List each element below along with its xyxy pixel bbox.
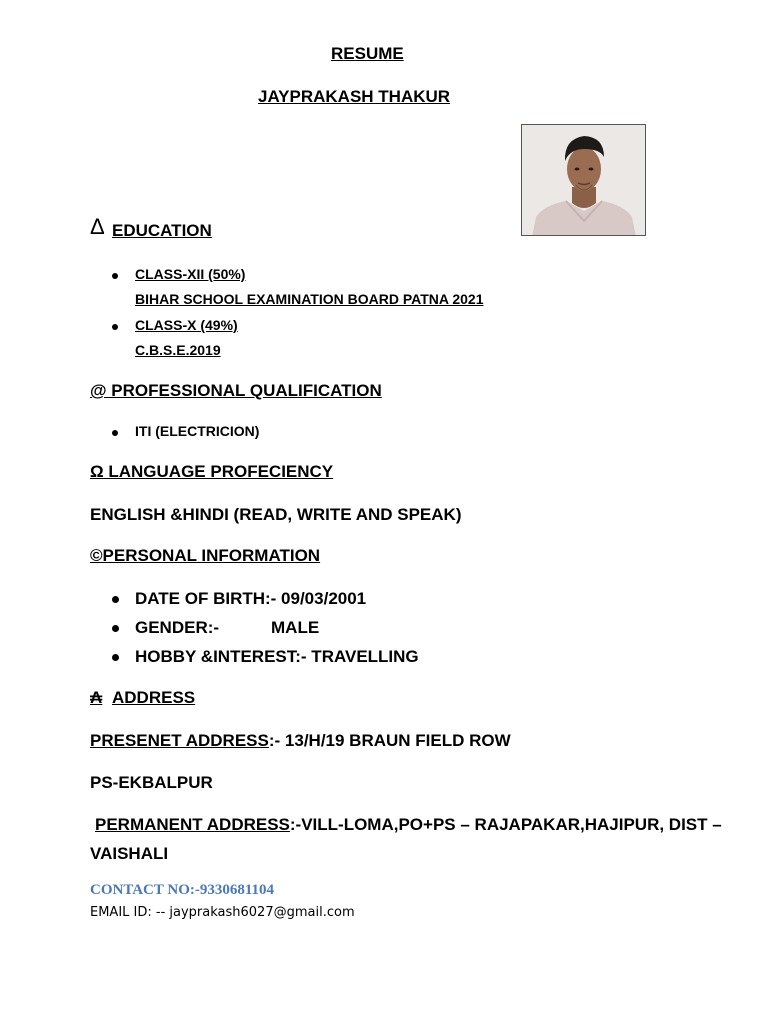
person-name: JAYPRAKASH THAKUR (258, 87, 451, 106)
education-item-1: CLASS-XII (50%) (135, 266, 246, 282)
education-heading: EDUCATION (112, 221, 212, 240)
present-address-label: PRESENET ADDRESS (90, 731, 269, 750)
professional-item: ITI (ELECTRICION) (135, 423, 260, 439)
permanent-address-district: VAISHALI (90, 844, 169, 863)
permanent-address (95, 815, 722, 835)
present-address (90, 731, 511, 751)
present-address-value: :- 13/H/19 BRAUN FIELD ROW (268, 731, 511, 750)
education-item-1-detail: BIHAR SCHOOL EXAMINATION BOARD PATNA 2021 (135, 291, 484, 307)
gender-value: MALE (271, 618, 320, 637)
address-symbol-icon: ₳ (90, 688, 103, 707)
triangle-symbol-icon: Δ (90, 214, 105, 239)
hobby-item: HOBBY &INTEREST:- TRAVELLING (135, 647, 419, 666)
personal-heading: ©PERSONAL INFORMATION (90, 546, 321, 565)
professional-heading: @ PROFESSIONAL QUALIFICATION (90, 381, 382, 400)
person-photo-icon (522, 125, 646, 236)
language-text: ENGLISH &HINDI (READ, WRITE AND SPEAK) (90, 505, 462, 524)
contact-number: CONTACT NO:-9330681104 (90, 882, 275, 898)
language-heading: Ω LANGUAGE PROFECIENCY (90, 462, 334, 481)
resume-title: RESUME (331, 44, 404, 63)
address-heading: ADDRESS (112, 688, 196, 707)
police-station: PS-EKBALPUR (90, 773, 213, 792)
profile-photo (521, 124, 646, 236)
dob-item: DATE OF BIRTH:- 09/03/2001 (135, 589, 367, 608)
permanent-address-value: :-VILL-LOMA,PO+PS – RAJAPAKAR,HAJIPUR, DIST – (289, 815, 722, 834)
education-item-2: CLASS-X (49%) (135, 317, 238, 333)
education-item-2-detail: C.B.S.E.2019 (135, 342, 221, 358)
permanent-address-label: PERMANENT ADDRESS (95, 815, 290, 834)
gender-item: GENDER:- (135, 618, 220, 637)
email-address: EMAIL ID: -- jayprakash6027@gmail.com (90, 905, 355, 920)
